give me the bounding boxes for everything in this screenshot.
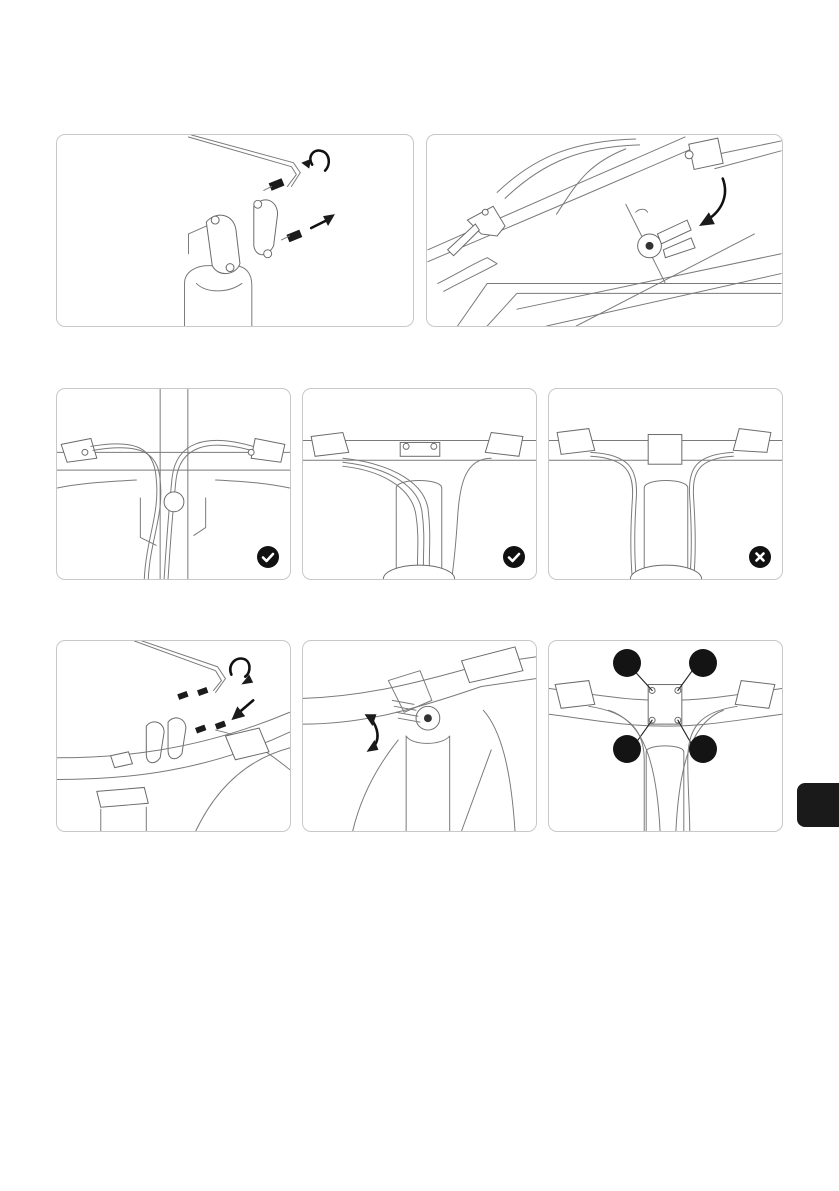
handlebar-rotation-illustration: [303, 641, 536, 831]
callout-marker-top-left: [613, 649, 641, 677]
cable-routing-a-illustration: [57, 389, 290, 579]
torque-sequence-illustration: [549, 641, 782, 831]
check-circle-icon: [257, 546, 279, 568]
x-circle-icon: [749, 546, 771, 568]
step-3-panel: [56, 640, 291, 832]
routing-c-panel: [548, 388, 783, 580]
step-2-panel: [426, 134, 783, 327]
routing-b-panel: [302, 388, 537, 580]
step-1-panel: [56, 134, 414, 327]
callout-marker-bottom-left: [613, 735, 641, 763]
cable-routing-b-illustration: [303, 389, 536, 579]
section-tab: [797, 783, 839, 827]
stem-cap-removal-illustration: [57, 135, 413, 326]
routing-a-panel: [56, 388, 291, 580]
check-circle-icon: [503, 546, 525, 568]
step-4-panel: [302, 640, 537, 832]
stem-rotation-illustration: [427, 135, 782, 326]
stem-cap-install-illustration: [57, 641, 290, 831]
cable-routing-c-illustration: [549, 389, 782, 579]
step-5-panel: [548, 640, 783, 832]
callout-marker-top-right: [689, 649, 717, 677]
callout-marker-bottom-right: [689, 735, 717, 763]
